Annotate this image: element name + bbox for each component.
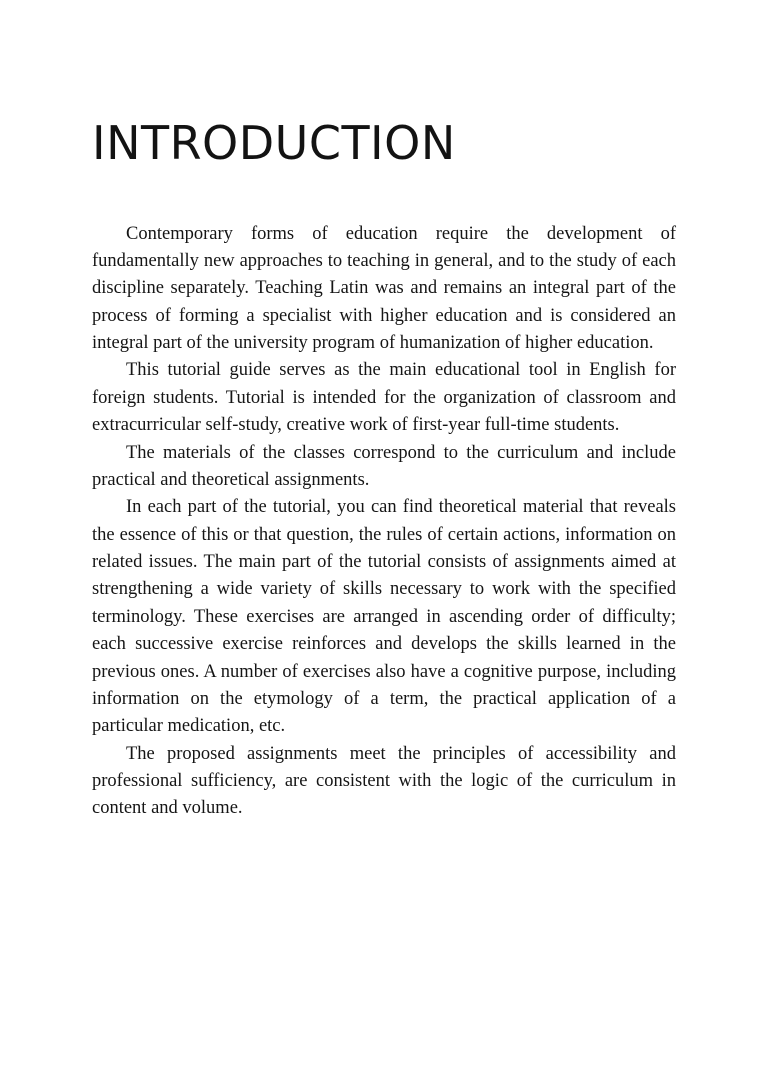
paragraph: The materials of the classes correspond to the curriculum and include practical and theoretical assignments.: [92, 442, 676, 490]
body-text: [92, 221, 676, 823]
page-content: [92, 118, 676, 823]
paragraph: The proposed assignments meet the principles of accessibility and professional sufficiency, are consistent with the logic of the curriculum in content and volume.: [92, 743, 676, 819]
paragraph: In each part of the tutorial, you can find theoretical material that reveals the essence of this or that question, the rules of certain actions, information on related issues. The main part of the tutorial consists of assignments aimed at strengthening a wide variety of skills necessary to work with the specified terminology. These exercises are arranged in ascending order of difficulty; each successive exercise reinforces and develops the skills learned in the previous ones. A number of exercises also have a cognitive purpose, including information on the etymology of a term, the practical application of a particular medication, etc.: [92, 497, 676, 737]
page-title: INTRODUCTION: [92, 116, 456, 170]
paragraph: Contemporary forms of education require the development of fundamentally new approaches to teaching in general, and to the study of each discipline separately. Teaching Latin was and remains an integral part of the process of forming a specialist with higher education and is considered an integral part of the university program of humanization of higher education.: [92, 223, 676, 354]
paragraph: This tutorial guide serves as the main educational tool in English for foreign students. Tutorial is intended for the organization of classroom and extracurricular self-study, creative work of first-year full-time students.: [92, 360, 676, 436]
